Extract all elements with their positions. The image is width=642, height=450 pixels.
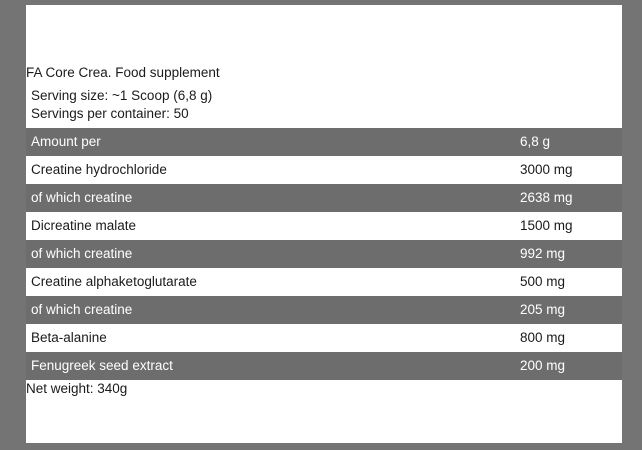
- ingredient-name: of which creatine: [31, 246, 133, 261]
- table-row: [26, 296, 622, 324]
- ingredient-amount: 200 mg: [520, 358, 566, 373]
- ingredient-amount: 800 mg: [520, 330, 566, 345]
- ingredient-name: Beta-alanine: [31, 330, 107, 345]
- table-row: [26, 212, 622, 240]
- ingredient-amount: 500 mg: [520, 274, 566, 289]
- table-row: [26, 352, 622, 380]
- table-row: [26, 240, 622, 268]
- net-weight: Net weight: 340g: [26, 381, 128, 396]
- product-title: FA Core Crea. Food supplement: [26, 65, 220, 80]
- ingredient-name: Dicreatine malate: [31, 218, 137, 233]
- ingredients-table: [26, 128, 622, 380]
- table-row: [26, 268, 622, 296]
- ingredient-name: Fenugreek seed extract: [31, 358, 173, 373]
- ingredient-amount: 205 mg: [520, 302, 566, 317]
- table-row: [26, 184, 622, 212]
- ingredient-name: of which creatine: [31, 190, 133, 205]
- supplement-facts-panel: [26, 5, 622, 443]
- serving-size: Serving size: ~1 Scoop (6,8 g): [31, 88, 213, 103]
- ingredient-amount: 1500 mg: [520, 218, 573, 233]
- ingredient-name: of which creatine: [31, 302, 133, 317]
- ingredient-name: Creatine hydrochloride: [31, 162, 167, 177]
- table-row: [26, 156, 622, 184]
- ingredient-name: Amount per: [31, 134, 101, 149]
- ingredient-name: Creatine alphaketoglutarate: [31, 274, 197, 289]
- table-row: [26, 324, 622, 352]
- servings-per-container: Servings per container: 50: [31, 106, 189, 121]
- ingredient-amount: 2638 mg: [520, 190, 573, 205]
- table-row: [26, 128, 622, 156]
- ingredient-amount: 6,8 g: [520, 134, 551, 149]
- ingredient-amount: 992 mg: [520, 246, 566, 261]
- ingredient-amount: 3000 mg: [520, 162, 573, 177]
